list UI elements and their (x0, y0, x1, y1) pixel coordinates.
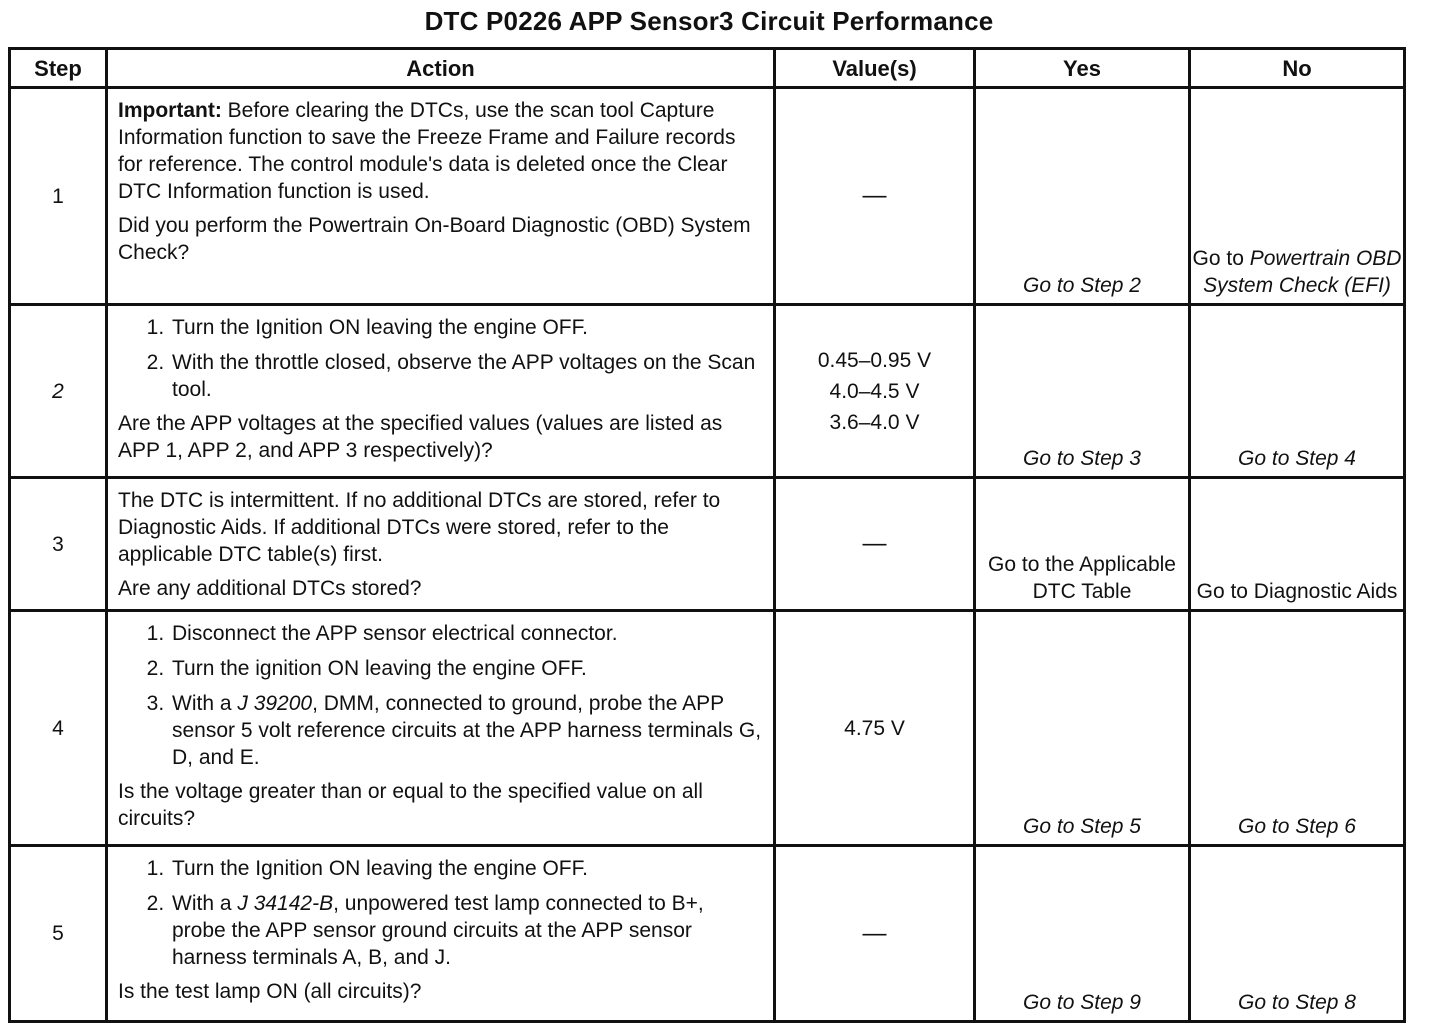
action-cell (107, 88, 775, 305)
no-cell (1190, 88, 1405, 305)
no-prefix: Go to (1192, 247, 1244, 270)
important-text: Before clearing the DTCs, use the scan tool Capture Information function to save the Freeze Frame and Failure records for reference. The control module's data is deleted once the Clear DTC Information function is used. (118, 99, 736, 203)
table-row (10, 846, 1405, 1022)
header-no: No (1190, 49, 1405, 88)
action-list (118, 314, 763, 403)
item-prefix: With a (172, 692, 232, 715)
list-item: 2. With the throttle closed, observe the APP voltages on the Scan tool. (170, 349, 763, 403)
action-cell (107, 846, 775, 1022)
action-list (118, 855, 763, 971)
list-item: 2. Turn the ignition ON leaving the engine OFF. (170, 655, 763, 682)
header-yes: Yes (975, 49, 1190, 88)
header-action: Action (107, 49, 775, 88)
item-suffix: , unpowered test lamp connected to B+, probe the APP sensor ground circuits at the APP sensor harness terminals A, B, and J. (172, 892, 704, 969)
value-cell (775, 846, 975, 1022)
yes-cell: Go to Step 2 (975, 88, 1190, 305)
action-list (118, 620, 763, 771)
yes-cell: Go to Step 5 (975, 611, 1190, 846)
item-prefix: With a (172, 892, 232, 915)
question: Are any additional DTCs stored? (118, 577, 422, 600)
page-title: DTC P0226 APP Sensor3 Circuit Performance (424, 6, 994, 36)
step-number: 2 (10, 305, 107, 478)
header-row (10, 49, 1405, 88)
value-dash: — (862, 919, 887, 947)
no-cell: Go to Step 6 (1190, 611, 1405, 846)
list-item: 1. Turn the Ignition ON leaving the engine OFF. (170, 314, 763, 341)
list-item: 1. Turn the Ignition ON leaving the engine OFF. (170, 855, 763, 882)
no-cell: Go to Step 8 (1190, 846, 1405, 1022)
dtc-table (8, 47, 1406, 1023)
question: Is the voltage greater than or equal to the specified value on all circuits? (118, 780, 703, 830)
value-cell: 4.75 V (775, 611, 975, 846)
value-dash: — (862, 182, 887, 209)
table-row (10, 478, 1405, 611)
value-app1: 0.45–0.95 V (817, 348, 932, 372)
step-number: 1 (10, 88, 107, 305)
question: Is the test lamp ON (all circuits)? (118, 980, 422, 1003)
value-app3: 3.6–4.0 V (829, 410, 920, 434)
table-row (10, 305, 1405, 478)
header-step: Step (10, 49, 107, 88)
important-note (118, 97, 763, 205)
list-item (170, 690, 763, 771)
step-number: 3 (10, 478, 107, 611)
action-text: The DTC is intermittent. If no additional DTCs are stored, refer to Diagnostic Aids. If additional DTCs were stored, refer to the applicable DTC table(s) first. (118, 489, 721, 566)
list-item: 1. Disconnect the APP sensor electrical connector. (170, 620, 763, 647)
value-cell (775, 88, 975, 305)
action-cell (107, 305, 775, 478)
value-app2: 4.0–4.5 V (829, 379, 920, 403)
no-cell: Go to Diagnostic Aids (1190, 478, 1405, 611)
no-link: Powertrain OBD System Check (EFI) (1203, 247, 1402, 297)
yes-cell: Go to the Applicable DTC Table (975, 478, 1190, 611)
question: Are the APP voltages at the specified values (values are listed as APP 1, APP 2, and APP 3 respectively)? (118, 412, 723, 462)
list-item (170, 890, 763, 971)
action-cell (107, 611, 775, 846)
yes-cell: Go to Step 3 (975, 305, 1190, 478)
yes-cell: Go to Step 9 (975, 846, 1190, 1022)
table-row (10, 611, 1405, 846)
action-cell (107, 478, 775, 611)
tool-name: J 39200 (237, 692, 313, 715)
value-cell (775, 305, 975, 478)
value-dash: — (862, 530, 887, 557)
no-cell: Go to Step 4 (1190, 305, 1405, 478)
step-number: 4 (10, 611, 107, 846)
tool-name: J 34142-B (237, 892, 334, 915)
important-label: Important: (118, 99, 222, 122)
value-cell (775, 478, 975, 611)
header-values: Value(s) (775, 49, 975, 88)
question: Did you perform the Powertrain On-Board Diagnostic (OBD) System Check? (118, 214, 751, 264)
table-row (10, 88, 1405, 305)
step-number: 5 (10, 846, 107, 1022)
item-suffix: , DMM, connected to ground, probe the APP sensor 5 volt reference circuits at the APP harness terminals G, D, and E. (172, 692, 762, 769)
